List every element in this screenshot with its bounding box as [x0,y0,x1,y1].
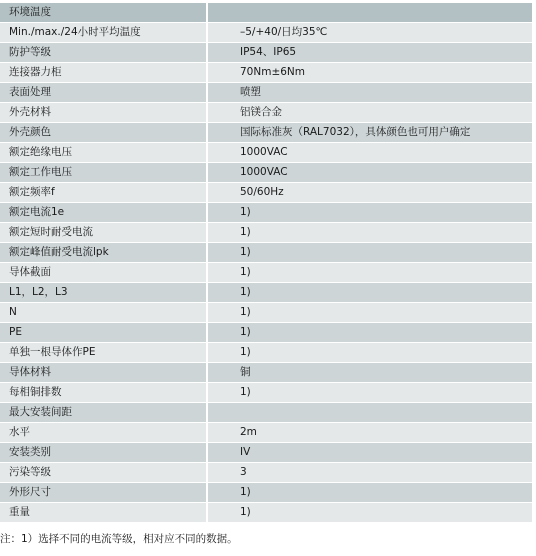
row-value: 50/60Hz [207,183,532,203]
row-value: 铜 [207,363,532,383]
table-row [0,443,532,463]
row-value: 3 [207,463,532,483]
row-label: 额定电流1e [0,203,207,223]
table-row [0,43,532,63]
table-row [0,403,532,423]
row-value: –5/+40/日均35℃ [207,23,532,43]
row-label: PE [0,323,207,343]
table-row [0,103,532,123]
row-value [207,3,532,23]
row-value: 1000VAC [207,163,532,183]
row-label: 单独一根导体作PE [0,343,207,363]
table-row [0,483,532,503]
row-label: 额定频率f [0,183,207,203]
table-row [0,63,532,83]
row-value: IP54、IP65 [207,43,532,63]
row-value: 70Nm±6Nm [207,63,532,83]
row-value: 国际标准灰（RAL7032），具体颜色也可用户确定 [207,123,532,143]
row-value: 1) [207,263,532,283]
row-value: 1000VAC [207,143,532,163]
row-label: Min./max./24小时平均温度 [0,23,207,43]
spec-table [0,3,532,523]
row-value: 1) [207,303,532,323]
table-row [0,143,532,163]
row-value: 1) [207,203,532,223]
row-value [207,403,532,423]
row-label: 外壳材料 [0,103,207,123]
row-label: 额定峰值耐受电流lpk [0,243,207,263]
row-label: 重量 [0,503,207,523]
row-label: 表面处理 [0,83,207,103]
row-value: 喷塑 [207,83,532,103]
row-value: 1) [207,283,532,303]
table-row [0,423,532,443]
row-label: 额定绝缘电压 [0,143,207,163]
row-label: 每相铜排数 [0,383,207,403]
table-row [0,203,532,223]
row-label: 防护等级 [0,43,207,63]
row-value: 铝镁合金 [207,103,532,123]
table-row [0,223,532,243]
row-label: 额定工作电压 [0,163,207,183]
row-value: 1) [207,323,532,343]
table-row [0,343,532,363]
table-row [0,123,532,143]
row-label: 环境温度 [0,3,207,23]
row-value: 1) [207,343,532,363]
row-label: 导体截面 [0,263,207,283]
row-value: 1) [207,483,532,503]
table-row [0,383,532,403]
table-row [0,263,532,283]
row-label: L1，L2，L3 [0,283,207,303]
row-value: 1) [207,383,532,403]
table-row [0,83,532,103]
row-value: 1) [207,243,532,263]
table-row [0,463,532,483]
spec-table-body [0,3,532,523]
row-value: 1) [207,503,532,523]
table-row [0,363,532,383]
table-row [0,323,532,343]
table-row [0,183,532,203]
row-label: N [0,303,207,323]
row-label: 外壳颜色 [0,123,207,143]
row-value: 1) [207,223,532,243]
row-label: 安装类别 [0,443,207,463]
row-label: 污染等级 [0,463,207,483]
table-row [0,243,532,263]
table-row [0,283,532,303]
row-label: 连接器力柜 [0,63,207,83]
row-label: 水平 [0,423,207,443]
table-row [0,303,532,323]
table-row [0,163,532,183]
row-label: 额定短时耐受电流 [0,223,207,243]
row-label: 外形尺寸 [0,483,207,503]
row-label: 最大安装间距 [0,403,207,423]
table-row [0,3,532,23]
row-value: IV [207,443,532,463]
row-value: 2m [207,423,532,443]
table-row [0,23,532,43]
table-row [0,503,532,523]
footnote: 注：1）选择不同的电流等级，相对应不同的数据。 [0,533,238,545]
row-label: 导体材料 [0,363,207,383]
